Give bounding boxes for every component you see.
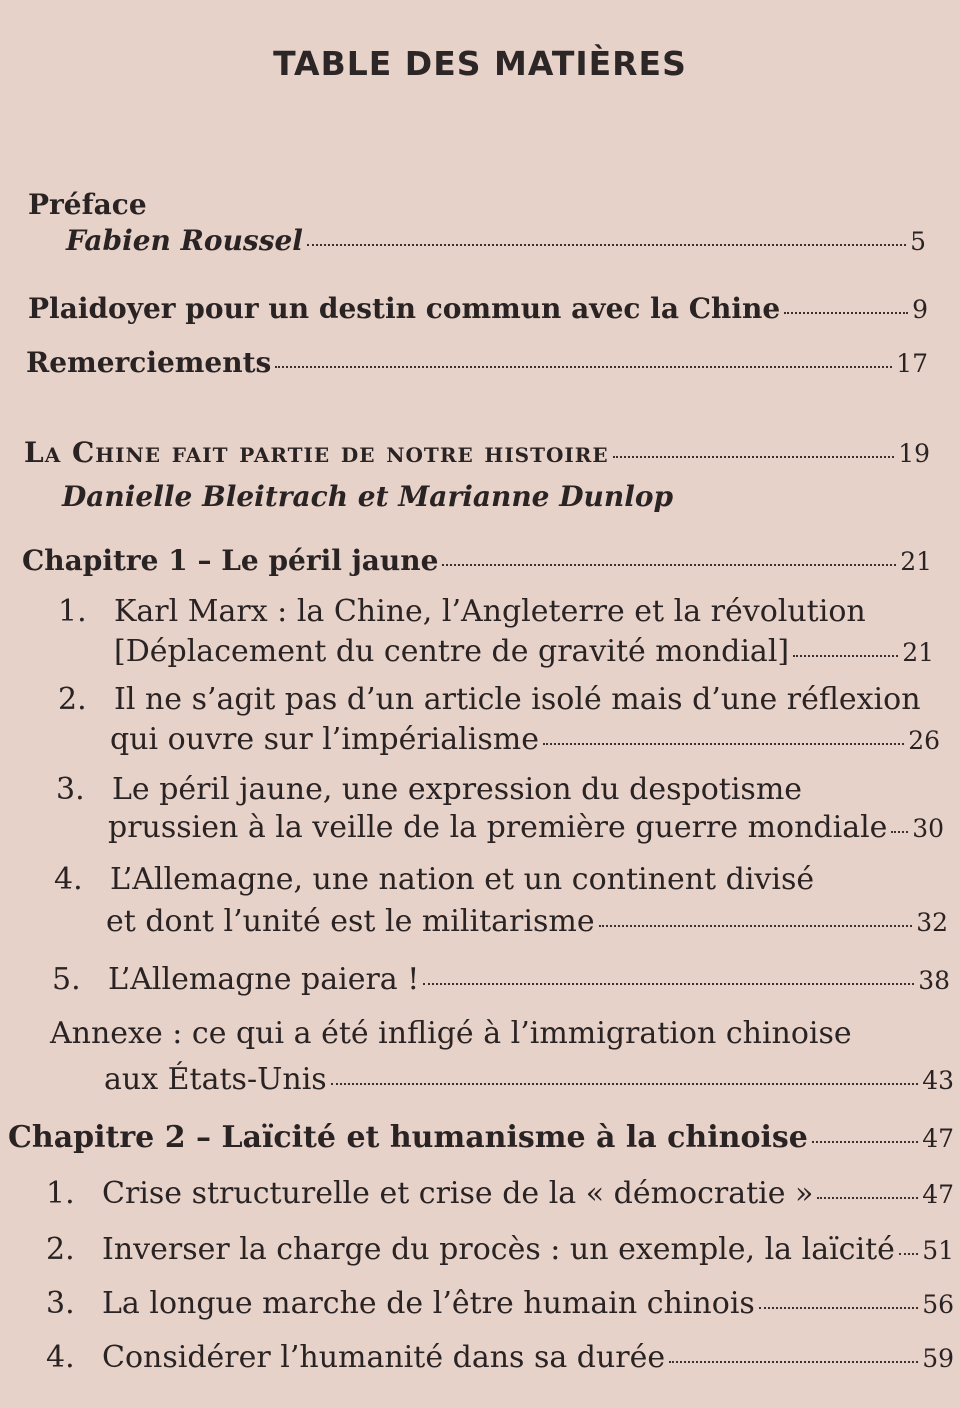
dot-leader — [812, 1141, 918, 1143]
toc-item-title-cont: qui ouvre sur l’impérialisme — [110, 722, 539, 757]
toc-item-number: 1. — [58, 594, 87, 629]
toc-page-number: 5 — [910, 227, 926, 256]
toc-item-title: Karl Marx : la Chine, l’Angleterre et la révolution — [114, 594, 866, 629]
toc-chapter-2 — [8, 1120, 954, 1155]
toc-page-number: 9 — [912, 295, 928, 324]
dot-leader — [423, 983, 914, 985]
toc-item — [46, 1232, 954, 1267]
toc-item — [52, 962, 950, 997]
toc-item-title-cont: et dont l’unité est le militarisme — [106, 904, 595, 939]
toc-item-number: 2. — [46, 1232, 75, 1267]
toc-page-number: 43 — [922, 1066, 954, 1095]
toc-page-number: 51 — [922, 1236, 954, 1265]
toc-item-number: 3. — [46, 1286, 75, 1321]
toc-page-number: 47 — [922, 1180, 954, 1209]
toc-page-number: 32 — [916, 908, 948, 937]
dot-leader — [669, 1361, 918, 1363]
toc-item — [58, 594, 866, 629]
dot-leader — [817, 1197, 918, 1199]
toc-item-continuation — [106, 904, 948, 939]
toc-item-title: Inverser la charge du procès : un exemple, la laïcité — [102, 1232, 895, 1267]
toc-part-authors: Danielle Bleitrach et Marianne Dunlop — [62, 480, 674, 513]
dot-leader — [599, 925, 913, 927]
toc-annexe-continuation — [104, 1062, 954, 1097]
toc-page-number: 47 — [922, 1124, 954, 1153]
dot-leader — [275, 366, 892, 368]
dot-leader — [613, 456, 895, 458]
toc-item-continuation — [108, 810, 944, 845]
toc-part-label: La Chine fait partie de notre histoire — [24, 436, 609, 469]
dot-leader — [891, 831, 908, 833]
toc-entry-remerciements — [26, 346, 928, 379]
page-title: TABLE DES MATIÈRES — [273, 44, 687, 83]
toc-item — [54, 862, 814, 897]
toc-page-number: 38 — [918, 966, 950, 995]
toc-page-number: 21 — [902, 638, 934, 667]
dot-leader — [543, 743, 904, 745]
toc-entry-plaidoyer — [28, 292, 928, 325]
toc-item-continuation — [110, 722, 940, 757]
toc-item — [46, 1176, 954, 1211]
toc-chapter-label: Chapitre 1 – Le péril jaune — [22, 544, 439, 577]
toc-item-title-cont: [Déplacement du centre de gravité mondial] — [114, 634, 790, 669]
toc-item-number: 4. — [54, 862, 83, 897]
toc-item-title-cont: prussien à la veille de la première guerre mondiale — [108, 810, 888, 845]
toc-entry-preface-author — [66, 224, 926, 257]
toc-annexe-title-cont: aux États-Unis — [104, 1062, 327, 1097]
toc-entry-preface — [28, 188, 928, 221]
toc-item-title: L’Allemagne, une nation et un continent divisé — [110, 862, 815, 897]
toc-item-number: 4. — [46, 1340, 75, 1375]
dot-leader — [307, 244, 906, 246]
toc-item-title: Le péril jaune, une expression du despotisme — [112, 772, 803, 807]
toc-entry-author: Fabien Roussel — [66, 224, 303, 257]
toc-item-title: Il ne s’agit pas d’un article isolé mais d’une réflexion — [114, 682, 921, 717]
toc-item — [58, 682, 921, 717]
toc-item-title: L’Allemagne paiera ! — [108, 962, 420, 997]
toc-entry-label: Préface — [28, 188, 147, 221]
toc-annexe: Annexe : ce qui a été infligé à l’immigration chinoise — [50, 1016, 852, 1051]
toc-item-number: 2. — [58, 682, 87, 717]
toc-item-number: 1. — [46, 1176, 75, 1211]
dot-leader — [331, 1083, 919, 1085]
toc-page-number: 56 — [922, 1290, 954, 1319]
toc-page-number: 21 — [900, 547, 932, 576]
toc-item-continuation — [114, 634, 934, 669]
toc-page-number: 59 — [922, 1344, 954, 1373]
toc-item — [46, 1286, 954, 1321]
dot-leader — [442, 564, 896, 566]
dot-leader — [793, 655, 898, 657]
toc-item-number: 3. — [56, 772, 85, 807]
toc-item — [56, 772, 802, 807]
dot-leader — [759, 1307, 918, 1309]
toc-page-number: 30 — [912, 814, 944, 843]
toc-page-number: 17 — [896, 349, 928, 378]
toc-chapter-label: Chapitre 2 – Laïcité et humanisme à la chinoise — [8, 1120, 808, 1155]
toc-entry-label: Remerciements — [26, 346, 272, 379]
toc-part-heading — [24, 436, 930, 469]
toc-item-title: La longue marche de l’être humain chinois — [102, 1286, 755, 1321]
dot-leader — [784, 312, 908, 314]
toc-page-number: 26 — [908, 726, 940, 755]
toc-entry-label: Plaidoyer pour un destin commun avec la Chine — [28, 292, 781, 325]
toc-chapter-1 — [22, 544, 932, 577]
toc-item — [46, 1340, 954, 1375]
toc-item-title: Crise structurelle et crise de la « démocratie » — [102, 1176, 814, 1211]
toc-item-title: Considérer l’humanité dans sa durée — [102, 1340, 666, 1375]
dot-leader — [899, 1253, 918, 1255]
toc-item-number: 5. — [52, 962, 81, 997]
toc-page-number: 19 — [898, 439, 930, 468]
